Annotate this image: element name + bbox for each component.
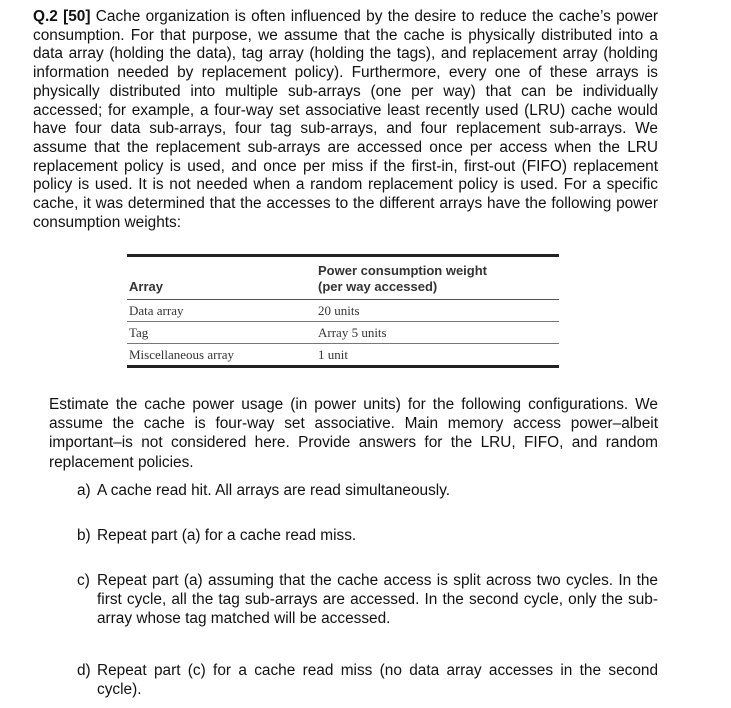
part-label: d) xyxy=(77,662,91,679)
cell: Array 5 units xyxy=(316,322,559,344)
question-intro xyxy=(33,8,658,232)
question-label: Q.2 [50] xyxy=(33,8,91,25)
intro-text: Cache organization is often influenced by the desire to reduce the cache’s power consumption. For that purpose, we assume that the cache is physically distributed into a data array (holding the data), tag array (holding the tags), and replacement array (holding information needed by replacement policy). Furthermore, every one of these arrays is physically distributed into multiple sub-arrays (one per way) that can be individually accessed; for example, a four-way set associative least recently used (LRU) cache would have four data sub-arrays, four tag sub-arrays, and four replacement sub-arrays. We assume that the replacement sub-arrays are accessed once per access when the LRU replacement policy is used, and once per miss if the first-in, first-out (FIFO) replacement policy is used. It is not needed when a random replacement policy is used. For a specific cache, it was determined that the accesses to the different arrays have the following power consumption weights: xyxy=(33,8,658,231)
power-weights-table xyxy=(127,254,559,368)
part-label: b) xyxy=(77,527,91,544)
part-c xyxy=(77,571,658,628)
part-a xyxy=(77,481,658,500)
part-text: Repeat part (c) for a cache read miss (no data array accesses in the second cycle). xyxy=(97,662,658,698)
part-text: A cache read hit. All arrays are read simultaneously. xyxy=(97,482,451,499)
table-row xyxy=(127,344,559,367)
part-label: a) xyxy=(77,482,91,499)
cell: 1 unit xyxy=(318,347,348,362)
cell: Miscellaneous array xyxy=(129,347,235,362)
header-weight-line1: Power consumption weight xyxy=(318,263,488,278)
table-header-row xyxy=(127,256,559,300)
part-label: c) xyxy=(77,572,90,589)
cell: Data array xyxy=(127,300,316,322)
part-b xyxy=(77,526,658,545)
cell: 20 units xyxy=(316,300,559,322)
part-text: Repeat part (a) assuming that the cache access is split across two cycles. In the first cycle, all the tag sub-arrays are accessed. In the second cycle, only the sub-array whose tag matched will be accessed. xyxy=(97,572,658,627)
cell: Tag xyxy=(127,322,316,344)
part-text: Repeat part (a) for a cache read miss. xyxy=(97,527,357,544)
table-row xyxy=(127,322,559,344)
header-weight xyxy=(316,256,559,300)
header-array: Array xyxy=(127,256,316,300)
estimate-text: Estimate the cache power usage (in power units) for the following configurations. We assume the cache is four-way set associative. Main memory access power–albeit important–is not considered here. Provide answers for the LRU, FIFO, and random replacement policies. xyxy=(49,396,658,471)
table-row xyxy=(127,300,559,322)
header-weight-line2: (per way accessed) xyxy=(318,279,438,294)
part-d xyxy=(77,661,658,699)
